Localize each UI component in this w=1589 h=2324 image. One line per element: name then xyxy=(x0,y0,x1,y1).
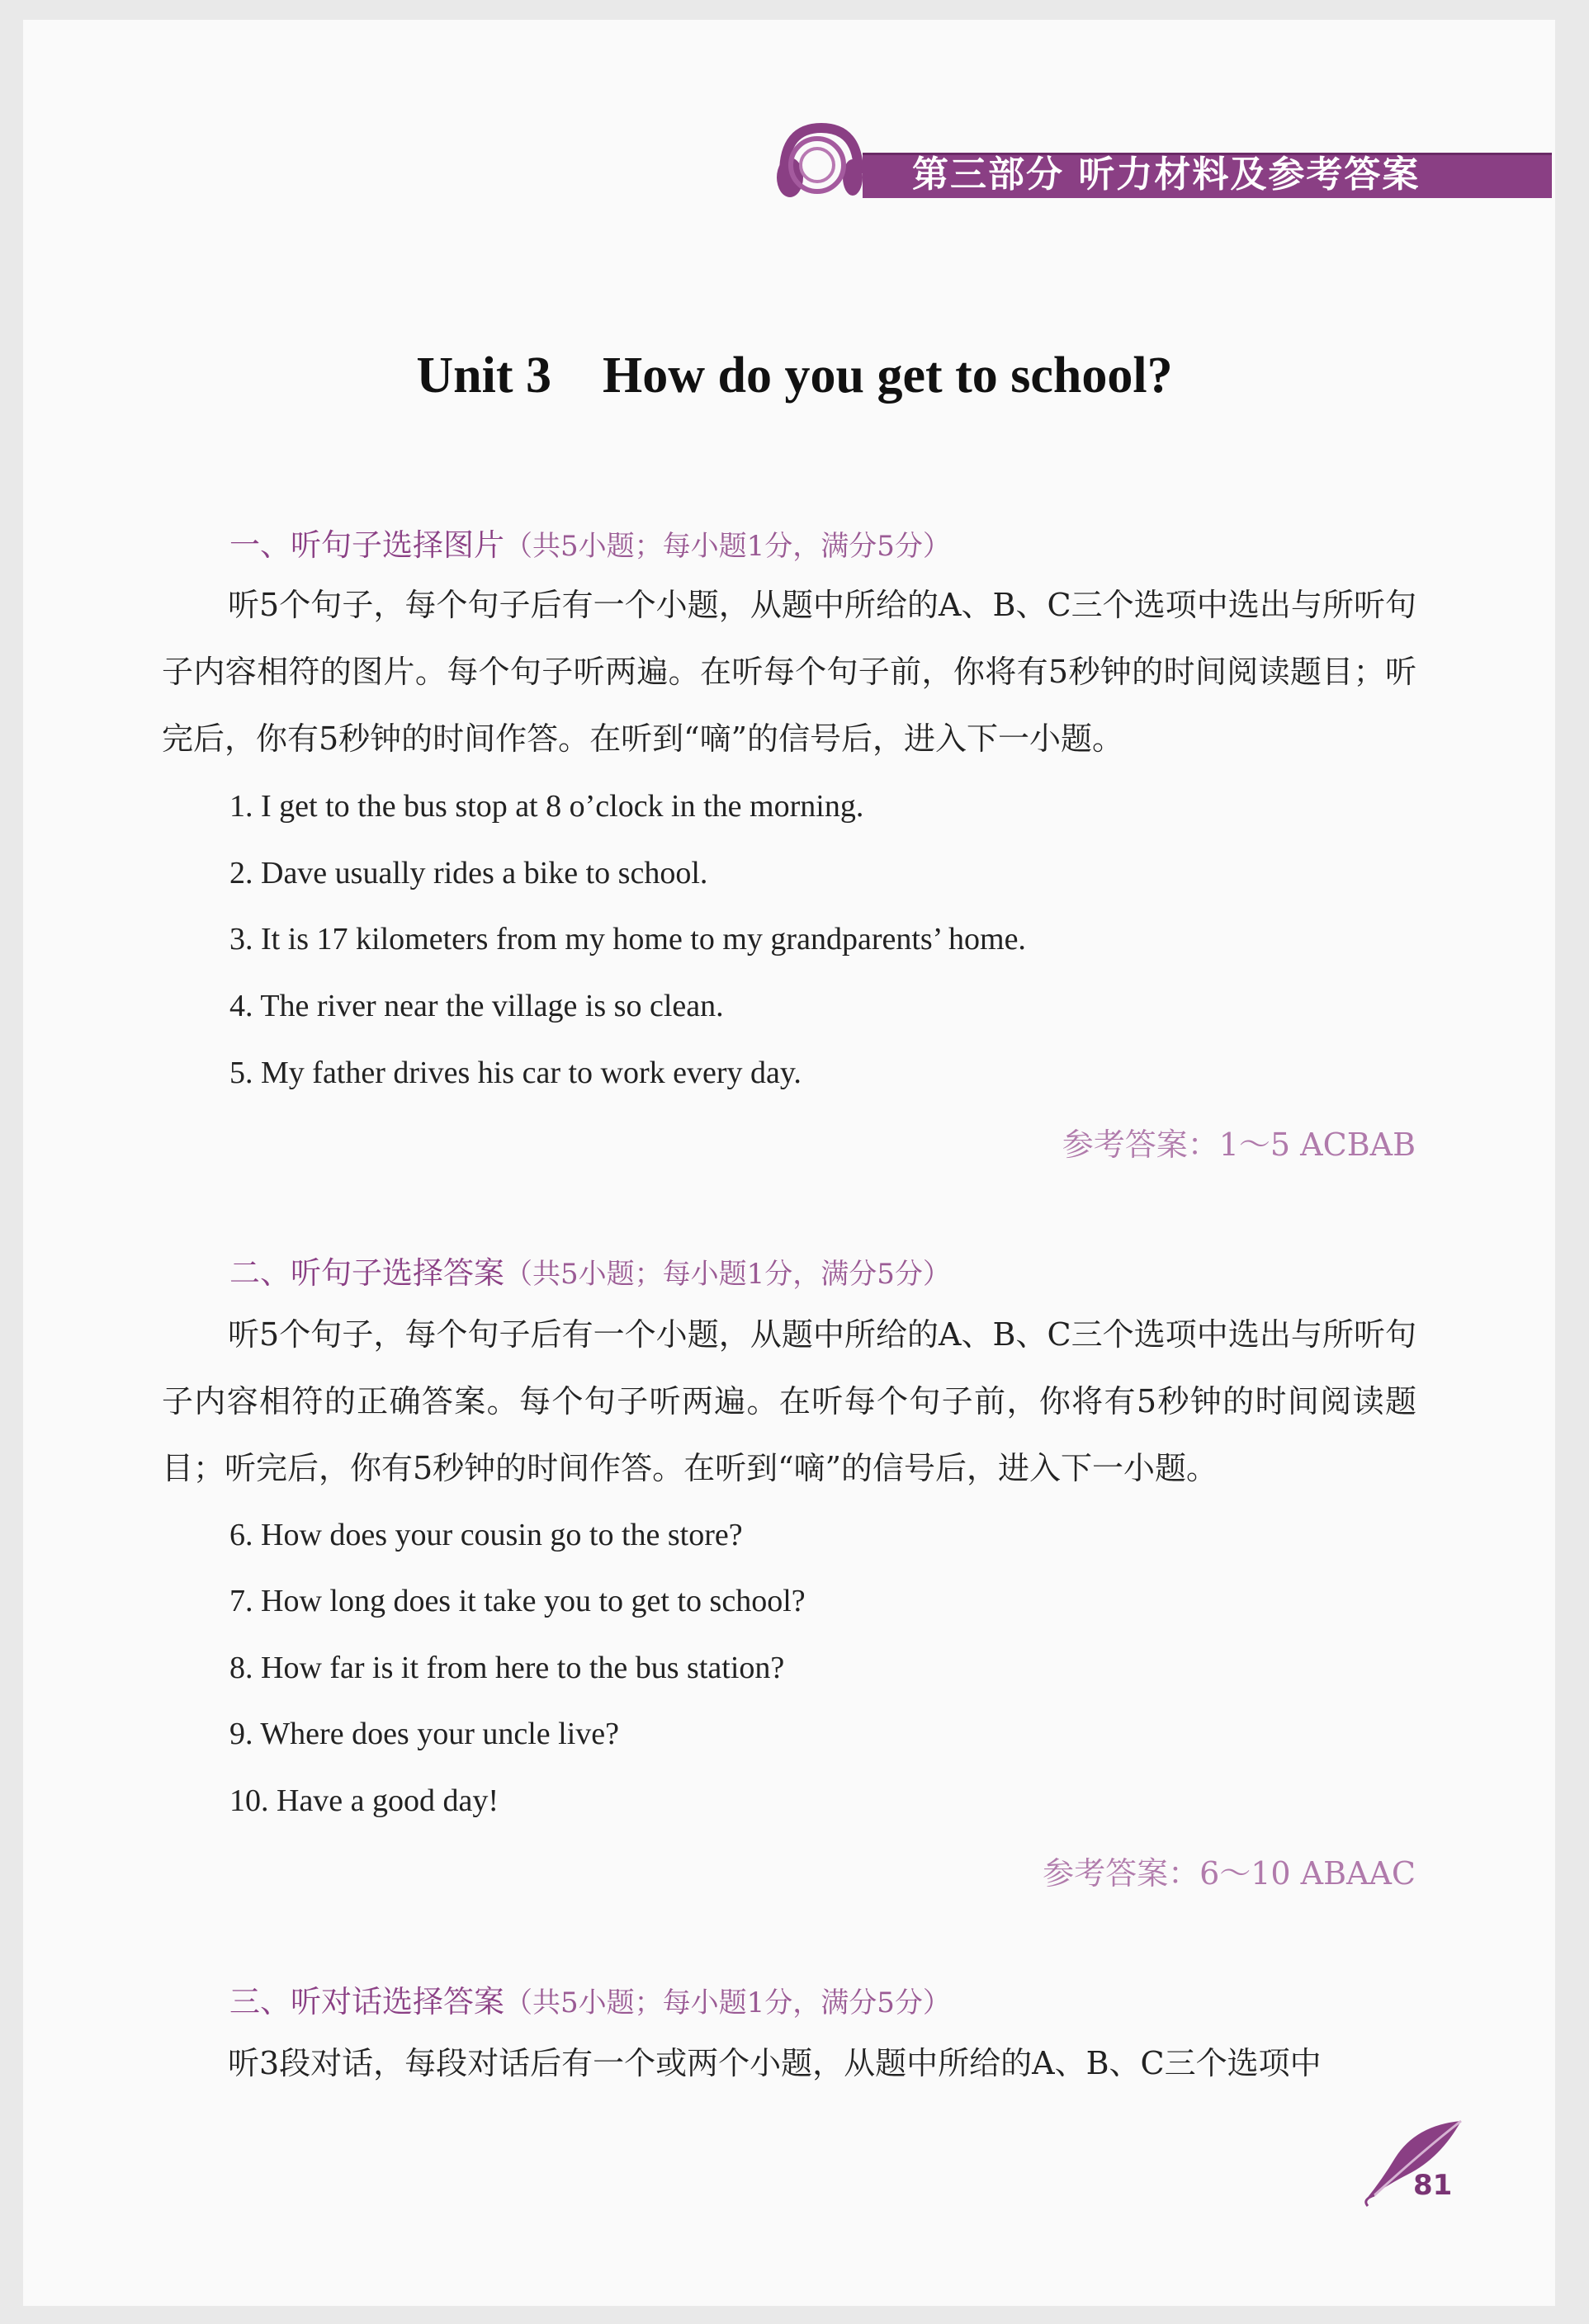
list-item: 4. The river near the village is so clean. xyxy=(229,989,724,1023)
section-1-heading xyxy=(229,520,951,564)
list-item: 9. Where does your uncle live? xyxy=(229,1717,620,1751)
section-3-note: （共5小题；每小题1分，满分5分） xyxy=(504,1986,951,2019)
section-1-answer: 参考答案：1～5 ACBAB xyxy=(1062,1127,1416,1163)
headphone-icon xyxy=(772,116,863,206)
list-item: 7. How long does it take you to get to school? xyxy=(229,1584,806,1618)
section-2-instructions: 听5个句子，每个句子后有一个小题，从题中所给的A、B、C三个选项中选出与所听句子内容相符的正确答案。每个句子听两遍。在听每个句子前，你将有5秒钟的时间阅读题目；听完后，你有5秒钟的时间作答。在听到“嘀”的信号后，进入下一小题。 xyxy=(162,1316,1416,1486)
list-item: 8. How far is it from here to the bus station? xyxy=(229,1651,785,1685)
header-title: 第三部分 听力材料及参考答案 xyxy=(912,154,1421,196)
section-2-title: 二、听句子选择答案 xyxy=(229,1255,504,1291)
section-1-instructions: 听5个句子，每个句子后有一个小题，从题中所给的A、B、C三个选项中选出与所听句子内容相符的图片。每个句子听两遍。在听每个句子前，你将有5秒钟的时间阅读题目；听完后，你有5秒钟的时间作答。在听到“嘀”的信号后，进入下一小题。 xyxy=(162,587,1416,757)
list-item: 2. Dave usually rides a bike to school. xyxy=(229,856,708,890)
section-3-heading xyxy=(229,1977,951,2021)
section-2-answer: 参考答案：6～10 ABAAC xyxy=(1043,1855,1416,1892)
section-2-note: （共5小题；每小题1分，满分5分） xyxy=(504,1258,951,1291)
section-1-title: 一、听句子选择图片 xyxy=(229,527,504,563)
list-item: 1. I get to the bus stop at 8 o’clock in the morning. xyxy=(229,789,864,824)
page-number: 81 xyxy=(1413,2169,1453,2202)
section-3-title: 三、听对话选择答案 xyxy=(229,1984,504,2019)
list-item: 6. How does your cousin go to the store? xyxy=(229,1518,743,1552)
unit-title: Unit 3 How do you get to school? xyxy=(416,347,1173,404)
list-item: 3. It is 17 kilometers from my home to my grandparents’ home. xyxy=(229,922,1026,957)
section-3-instructions: 听3段对话，每段对话后有一个或两个小题，从题中所给的A、B、C三个选项中 xyxy=(228,2045,1322,2081)
section-2-heading xyxy=(229,1248,951,1292)
list-item: 5. My father drives his car to work every day. xyxy=(229,1056,802,1090)
list-item: 10. Have a good day! xyxy=(229,1783,499,1818)
section-1-note: （共5小题；每小题1分，满分5分） xyxy=(504,530,951,563)
